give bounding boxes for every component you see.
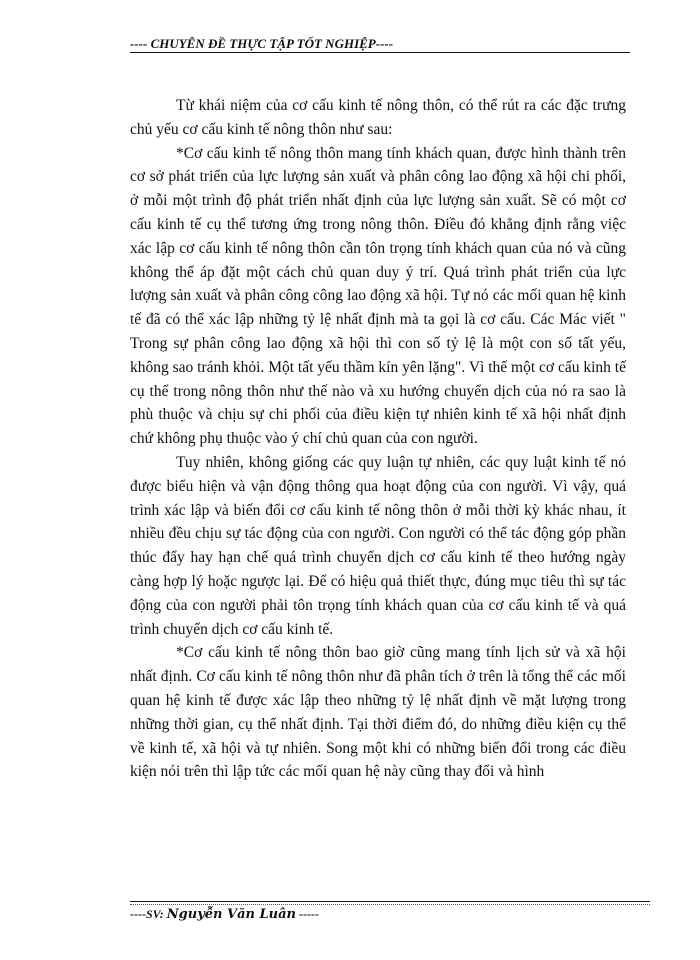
paragraph-3: Tuy nhiên, không giống các quy luận tự nhiên, các quy luật kinh tế nó được biểu hiện và vận động thông qua hoạt động của con người. Vì vậy, quá trình xác lập và biến đổi cơ cấu kinh tế nông thôn ở mỗi thời kỳ khác nhau, ít nhiều đều chịu sự tác động của con người. Con người có thể tác động góp phần thúc đẩy hay hạn chế quá trình chuyển dịch cơ cấu kinh tế theo hướng ngày càng hợp lý hoặc ngược lại. Để có hiệu quả thiết thực, đúng mục tiêu thì sự tác động của con người phải tôn trọng tính khách quan của cơ cấu kinh tế và quá trình chuyển dịch cơ cấu kinh tế.	[130, 453, 626, 638]
header-divider	[130, 52, 630, 53]
document-body	[130, 94, 626, 784]
page-header: ---- CHUYÊN ĐỀ THỰC TẬP TỐT NGHIỆP----	[130, 36, 394, 51]
footer-suffix: -----	[295, 907, 319, 921]
footer-divider	[130, 901, 650, 902]
paragraph-2: *Cơ cấu kinh tế nông thôn mang tính khách quan, được hình thành trên cơ sở phát triển của lực lượng sản xuất và phân công lao động xã hội chi phối, ở mỗi một trình độ phát triển nhất định của lực lượng sản xuất. Sẽ có một cơ cấu kinh tế cụ thể tương ứng trong nông thôn. Điều đó khẳng định rằng việc xác lập cơ cấu kinh tế nông thôn cần tôn trọng tính khách quan của nó và cũng không thể áp đặt một cách chủ quan duy ý trí. Quá trình phát triển của lực lượng sản xuất và phân công công lao động xã hội. Tự nó các mối quan hệ kinh tế đã có thể xác lập những tỷ lệ nhất định mà ta gọi là cơ cấu. Các Mác viết " Trong sự phân công lao động xã hội thì con số tỷ lệ là một con số tất yếu, không sao tránh khỏi. Một tất yếu thầm kín yên lặng". Vì thế một cơ cấu kinh tế cụ thể trong nông thôn như thế nào và xu hướng chuyển dịch của nó ra sao là phù thuộc và chịu sự chi phối của điều kiện tự nhiên kinh tế xã hội nhất định chứ không phụ thuộc vào ý chí chủ quan của con người.	[130, 144, 626, 448]
footer-author: Nguyễn Văn Luân	[166, 907, 296, 922]
footer-divider-dotted	[130, 904, 650, 905]
paragraph-4: *Cơ cấu kinh tế nông thôn bao giờ cũng mang tính lịch sử và xã hội nhất định. Cơ cấu kinh tế nông thôn như đã phân tích ở trên là tổng thể các mối quan hệ kinh tế được xác lập theo những tỷ lệ nhất định về mặt lượng trong những thời gian, cụ thể nhất định. Tại thời điểm đó, do những điều kiện cụ thể về kinh tế, xã hội và tự nhiên. Song một khi có những biến đổi trong các điều kiện nói trên thì lập tức các mối quan hệ này cũng thay đổi và hình	[130, 644, 626, 781]
paragraph-1: Từ khái niệm của cơ cấu kinh tế nông thôn, có thể rút ra các đặc trưng chủ yếu cơ cấu kinh tế nông thôn như sau:	[130, 97, 626, 138]
page-footer	[130, 906, 319, 922]
footer-prefix: ----SV:	[130, 907, 167, 921]
